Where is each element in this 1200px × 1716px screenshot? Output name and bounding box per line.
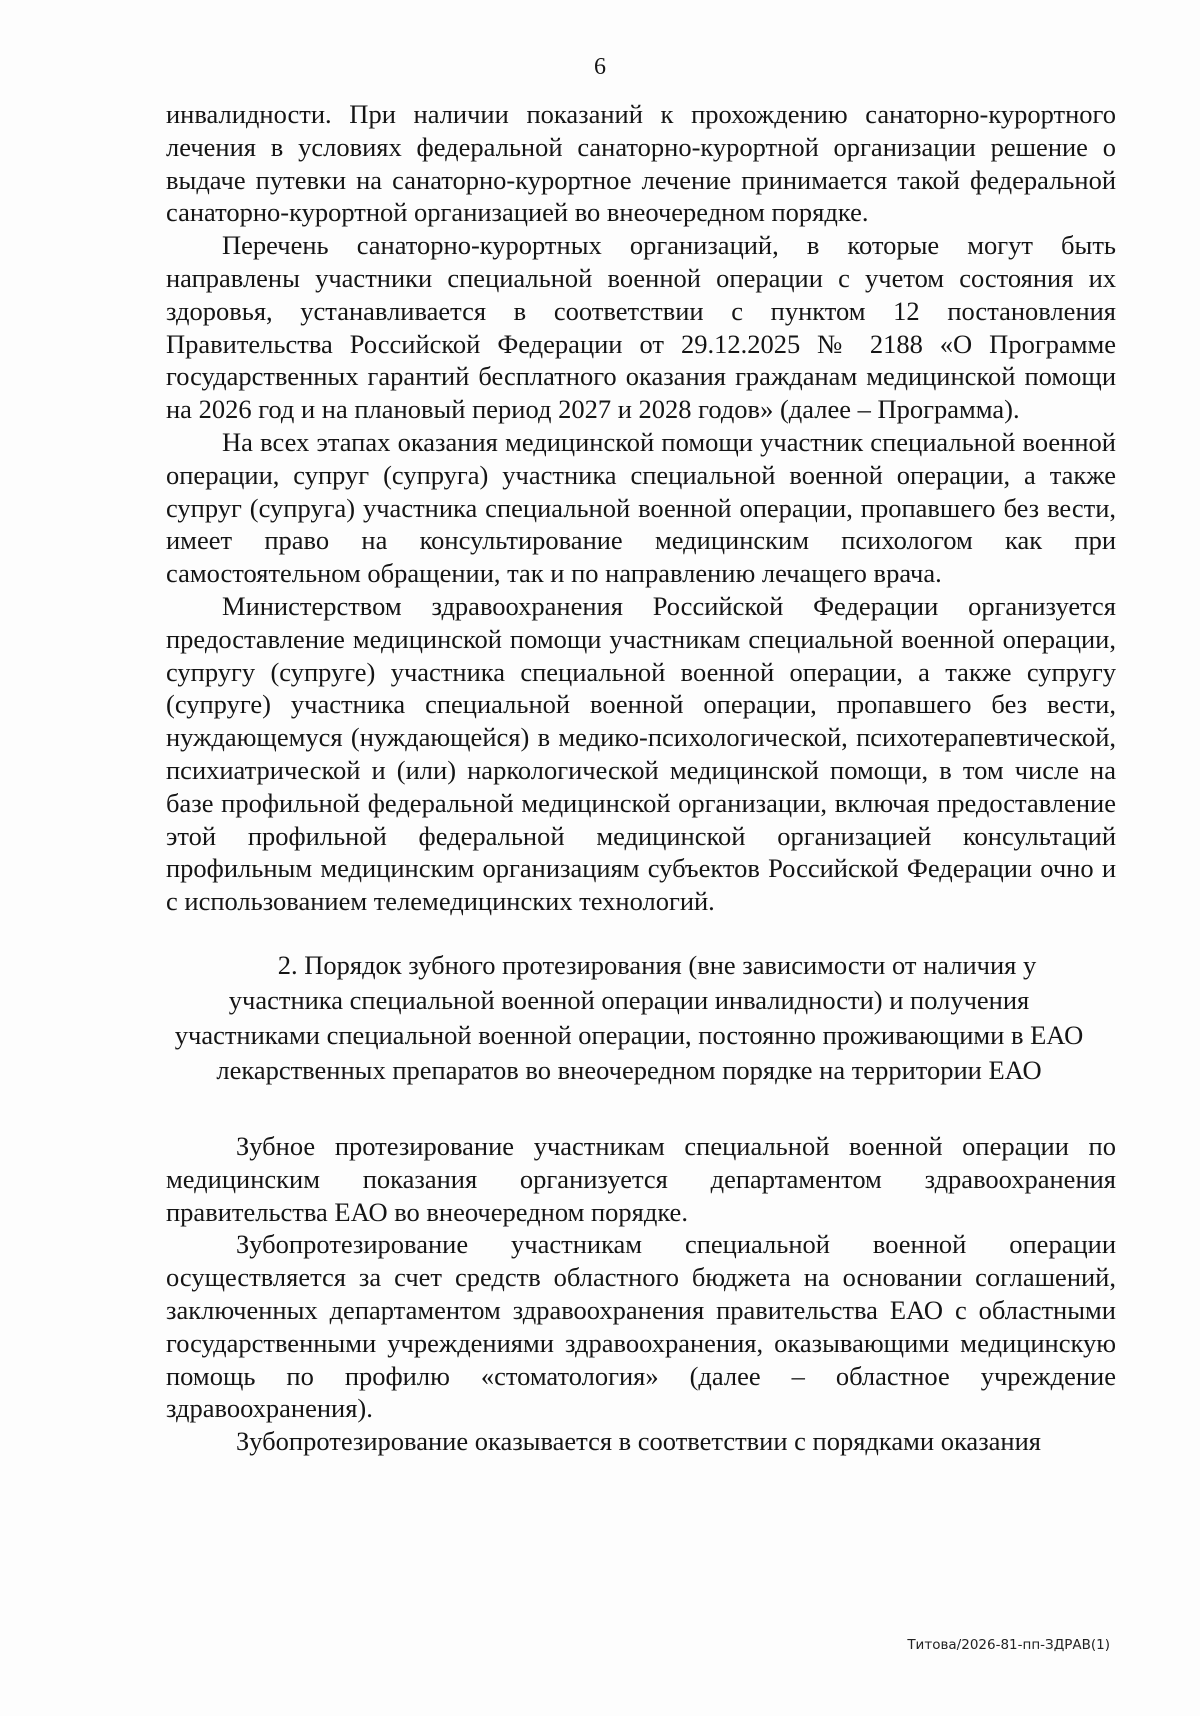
paragraph-dental-organization: Зубное протезирование участникам специальной военной операции по медицинским показания организуется департаментом здравоохранения правительства ЕАО во внеочередном порядке.	[166, 1130, 1116, 1227]
document-code: Титова/2026-81-пп-ЗДРАВ(1)	[907, 1637, 1110, 1653]
paragraph-dental-funding: Зубопротезирование участникам специальной военной операции осуществляется за счет средств областного бюджета на основании соглашений, заключенных департаментом здравоохранения правительства ЕАО с областными государственными учреждениями здравоохранения, оказывающими медицинскую помощь по профилю «стоматология» (далее – областное учреждение здравоохранения).	[166, 1229, 1116, 1424]
page-number: 6	[594, 54, 606, 80]
paragraph-sanatorium-list: Перечень санаторно-курортных организаций, в которые могут быть направлены участники специальной военной операции с учетом состояния их здоровья, устанавливается в соответствии с пунктом 12 постановления Правительства Российской Федерации от 29.12.2025 № 2188 «О Программе государственных гарантий бесплатного оказания гражданам медицинской помощи на 2026 год и на плановый период 2027 и 2028 годов» (далее – Программа).	[166, 230, 1116, 425]
paragraph-psychologist: На всех этапах оказания медицинской помощи участник специальной военной операции, супруг (супруга) участника специальной военной операции, а также супруг (супруга) участника специальной военной операции, пропавшего без вести, имеет право на консультирование медицинским психологом как при самостоятельном обращении, так и по направлению лечащего врача.	[166, 426, 1116, 589]
paragraph-ministry: Министерством здравоохранения Российской Федерации организуется предоставление медицинской помощи участникам специальной военной операции, супругу (супруге) участника специальной военной операции, а также супругу (супруге) участника специальной военной операции, пропавшего без вести, нуждающемуся (нуждающейся) в медико-психологической, психотерапевтической, психиатрической и (или) наркологической медицинской помощи, в том числе на базе профильной федеральной медицинской организации, включая предоставление этой профильной федеральной медицинской организацией консультаций профильным медицинским организациям субъектов Российской Федерации очно и с использованием телемедицинских технологий.	[166, 590, 1116, 917]
spacer	[166, 1088, 1116, 1130]
section-heading: 2. Порядок зубного протезирования (вне зависимости от наличия у участника специальной военной операции инвалидности) и получения участниками специальной военной операции, постоянно проживающими в ЕАО лекарственных препаратов во внеочередном порядке на территории ЕАО	[174, 949, 1084, 1085]
document-body	[166, 98, 1116, 1458]
paragraph-continuation: инвалидности. При наличии показаний к прохождению санаторно-курортного лечения в условиях федеральной санаторно-курортной организации решение о выдаче путевки на санаторно-курортное лечение принимается такой федеральной санаторно-курортной организацией во внеочередном порядке.	[166, 99, 1116, 228]
paragraph-dental-procedures: Зубопротезирование оказывается в соответствии с порядками оказания	[236, 1426, 1041, 1457]
section-2-body	[166, 1130, 1116, 1458]
